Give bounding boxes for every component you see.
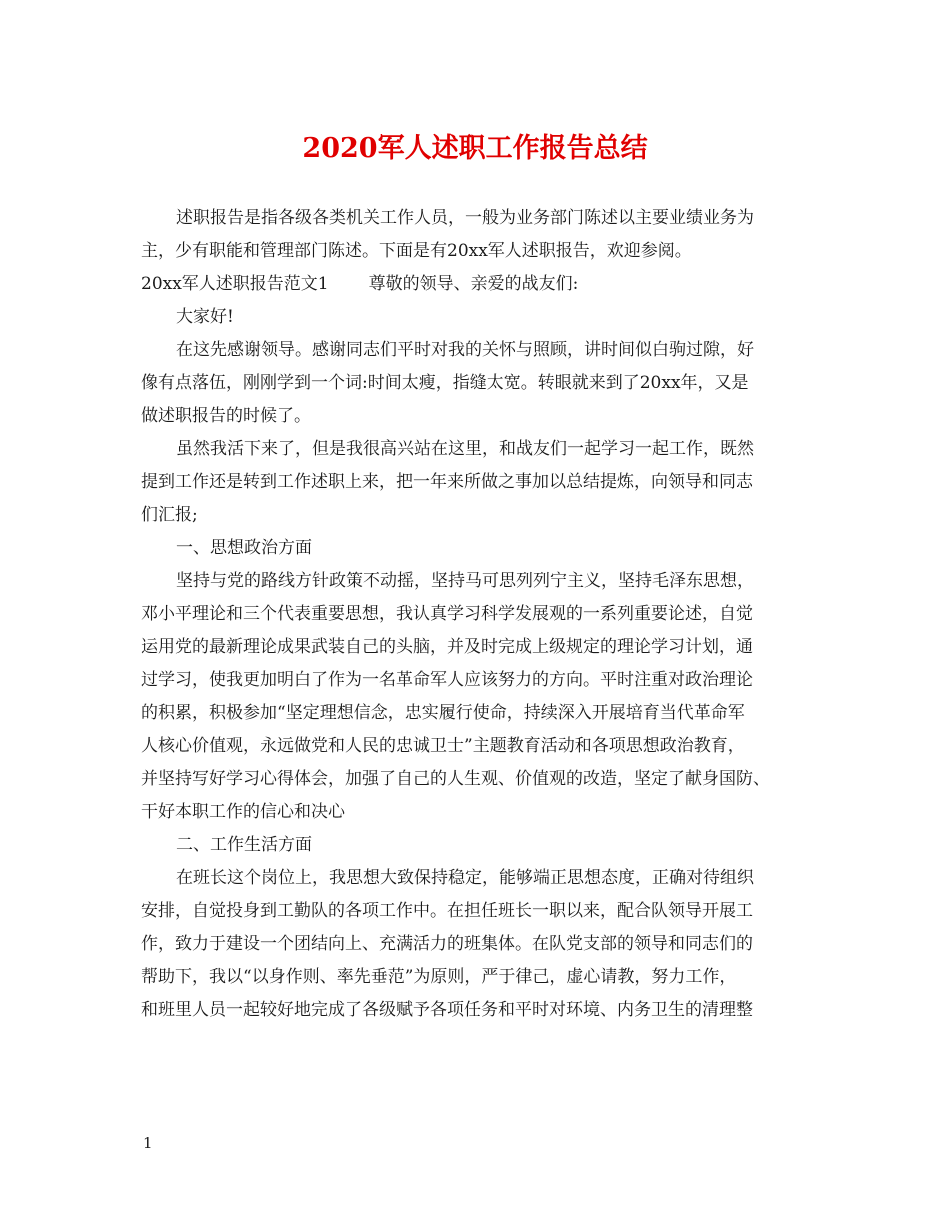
text-line <box>141 268 821 301</box>
text-line: 虽然我活下来了，但是我很高兴站在这里，和战友们一起学习一起工作，既然 <box>176 439 754 459</box>
text-line: 邓小平理论和三个代表重要思想，我认真学习科学发展观的一系列重要论述，自觉 <box>141 604 753 624</box>
text-line: 的积累，积极参加“坚定理想信念，忠实履行使命，持续深入开展培育当代革命军 <box>141 703 745 723</box>
paragraph-report-intro <box>141 433 821 532</box>
text-line: 大家好! <box>176 307 234 327</box>
text-line: 干好本职工作的信心和决心 <box>141 802 345 822</box>
text-line: 在这先感谢领导。感谢同志们平时对我的关怀与照顾，讲时间似白驹过隙，好 <box>176 340 754 360</box>
text-line: 一、思想政治方面 <box>176 538 312 558</box>
paragraph-work <box>141 862 821 1027</box>
sample-label: 20xx军人述职报告范文1 <box>141 274 329 294</box>
section-heading-political <box>141 532 821 565</box>
document-body <box>141 202 821 1027</box>
text-line: 和班里人员一起较好地完成了各级赋予各项任务和平时对环境、内务卫生的清理整 <box>141 1000 753 1020</box>
text-line: 坚持与党的路线方针政策不动摇，坚持马可思列列宁主义，坚持毛泽东思想， <box>176 571 754 591</box>
section-heading-work <box>141 829 821 862</box>
salutation: 尊敬的领导、亲爱的战友们: <box>368 274 579 294</box>
text-line: 在班长这个岗位上，我思想大致保持稳定，能够端正思想态度，正确对待组织 <box>176 868 754 888</box>
text-line: 过学习，使我更加明白了作为一名革命军人应该努力的方向。平时注重对政治理论 <box>141 670 753 690</box>
paragraph-intro <box>141 202 821 268</box>
text-line: 二、工作生活方面 <box>176 835 312 855</box>
text-line: 们汇报; <box>141 505 198 525</box>
text-line: 做述职报告的时候了。 <box>141 406 311 426</box>
page-number: 1 <box>143 1134 153 1152</box>
paragraph-thanks <box>141 334 821 433</box>
paragraph-heading-line <box>141 268 821 301</box>
text-line: 主，少有职能和管理部门陈述。下面是有20xx军人述职报告，欢迎参阅。 <box>141 241 692 261</box>
text-line: 作，致力于建设一个团结向上、充满活力的班集体。在队党支部的领导和同志们的 <box>141 934 753 954</box>
text-line: 并坚持写好学习心得体会，加强了自己的人生观、价值观的改造，坚定了献身国防、 <box>141 769 770 789</box>
paragraph-political <box>141 565 821 829</box>
document-title: 2020军人述职工作报告总结 <box>302 133 648 164</box>
text-line: 提到工作还是转到工作述职上来，把一年来所做之事加以总结提炼，向领导和同志 <box>141 472 753 492</box>
text-line: 运用党的最新理论成果武装自己的头脑，并及时完成上级规定的理论学习计划，通 <box>141 637 753 657</box>
text-line: 帮助下，我以“以身作则、率先垂范”为原则，严于律己，虚心请教，努力工作， <box>141 967 737 987</box>
paragraph-greeting <box>141 301 821 334</box>
text-line: 安排，自觉投身到工勤队的各项工作中。在担任班长一职以来，配合队领导开展工 <box>141 901 753 921</box>
text-line: 像有点落伍，刚刚学到一个词:时间太瘦，指缝太宽。转眼就来到了20xx年，又是 <box>141 373 749 393</box>
text-line: 人核心价值观，永远做党和人民的忠诚卫士”主题教育活动和各项思想政治教育， <box>141 736 745 756</box>
text-line: 述职报告是指各级各类机关工作人员，一般为业务部门陈述以主要业绩业务为 <box>176 208 754 228</box>
